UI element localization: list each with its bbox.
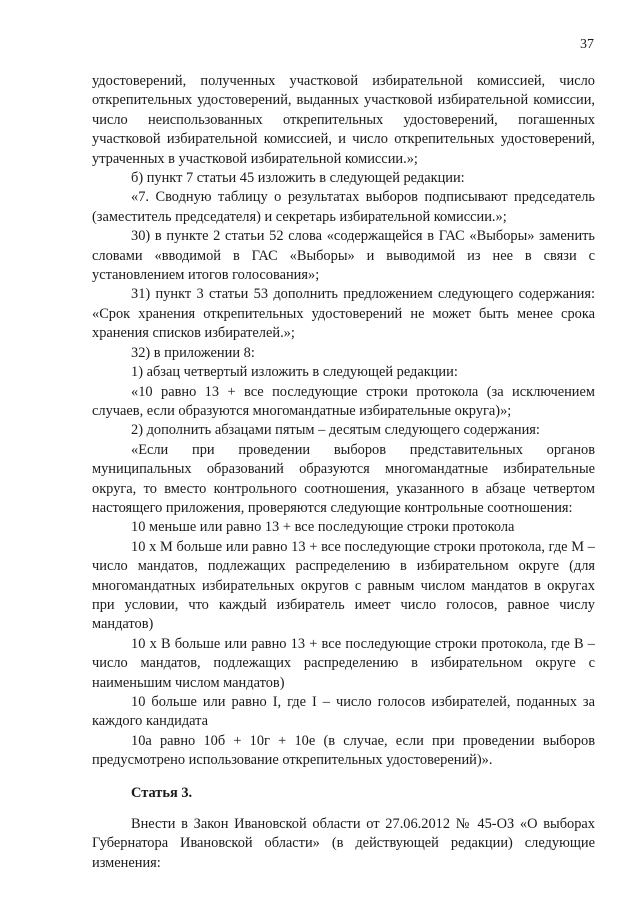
paragraph: 2) дополнить абзацами пятым – десятым следующего содержания: bbox=[131, 422, 540, 439]
paragraph: 10 х В больше или равно 13 + все последующие строки протокола, где В – число мандатов, подлежащих распределению в избирательном округе с наименьшим числом мандатов) bbox=[92, 635, 595, 691]
paragraph: «7. Сводную таблицу о результатах выборов подписывают председатель (заместитель председателя) и секретарь избирательной комиссии.»; bbox=[92, 189, 595, 225]
paragraph: 10а равно 10б + 10г + 10е (в случае, если при проведении выборов предусмотрено использование открепительных удостоверений)». bbox=[92, 732, 595, 769]
paragraph: 10 меньше или равно 13 + все последующие строки протокола bbox=[131, 519, 515, 536]
article-heading: Статья 3. bbox=[131, 784, 193, 801]
paragraph: 10 больше или равно I, где I – число голосов избирателей, поданных за каждого кандидата bbox=[92, 694, 595, 730]
paragraph: 1) абзац четвертый изложить в следующей редакции: bbox=[131, 364, 458, 381]
paragraph: б) пункт 7 статьи 45 изложить в следующей редакции: bbox=[131, 170, 465, 187]
paragraph: 10 х М больше или равно 13 + все последующие строки протокола, где М – число мандатов, подлежащих распределению в избирательном округе (для многомандатных избирательных округов с равным числом мандатов в округах при условии, что каждый избиратель имеет число голосов, равное числу мандатов) bbox=[92, 538, 595, 633]
paragraph: 32) в приложении 8: bbox=[131, 344, 255, 361]
paragraph: удостоверений, полученных участковой избирательной комиссией, число открепительных удостоверений, выданных участковой избирательной комиссии, число неиспользованных открепительных удостоверений, погашенных участковой избирательной комиссией, и число открепительных удостоверений, утраченных в участковой избирательной комиссии.»; bbox=[92, 73, 595, 167]
paragraph: «Если при проведении выборов представительных органов муниципальных образований образуются многомандатные избирательные округа, то вместо контрольного соотношения, указанного в абзаце четвертом настоящего приложения, проверяются следующие контрольные соотношения: bbox=[92, 441, 595, 516]
paragraph: 30) в пункте 2 статьи 52 слова «содержащейся в ГАС «Выборы» заменить словами «вводимой в ГАС «Выборы» и выводимой из нее в связи с установлением итогов голосования»; bbox=[92, 228, 595, 284]
document-body bbox=[92, 72, 595, 873]
paragraph: 31) пункт 3 статьи 53 дополнить предложением следующего содержания: «Срок хранения открепительных удостоверений не может быть менее срока хранения списков избирателей.»; bbox=[92, 286, 595, 342]
article-paragraph: Внести в Закон Ивановской области от 27.06.2012 № 45-ОЗ «О выборах Губернатора Ивановской области» (в действующей редакции) следующие изменения: bbox=[92, 816, 595, 871]
paragraph: «10 равно 13 + все последующие строки протокола (за исключением случаев, если образуются многомандатные избирательные округа)»; bbox=[92, 383, 595, 419]
page-number: 37 bbox=[580, 37, 594, 52]
